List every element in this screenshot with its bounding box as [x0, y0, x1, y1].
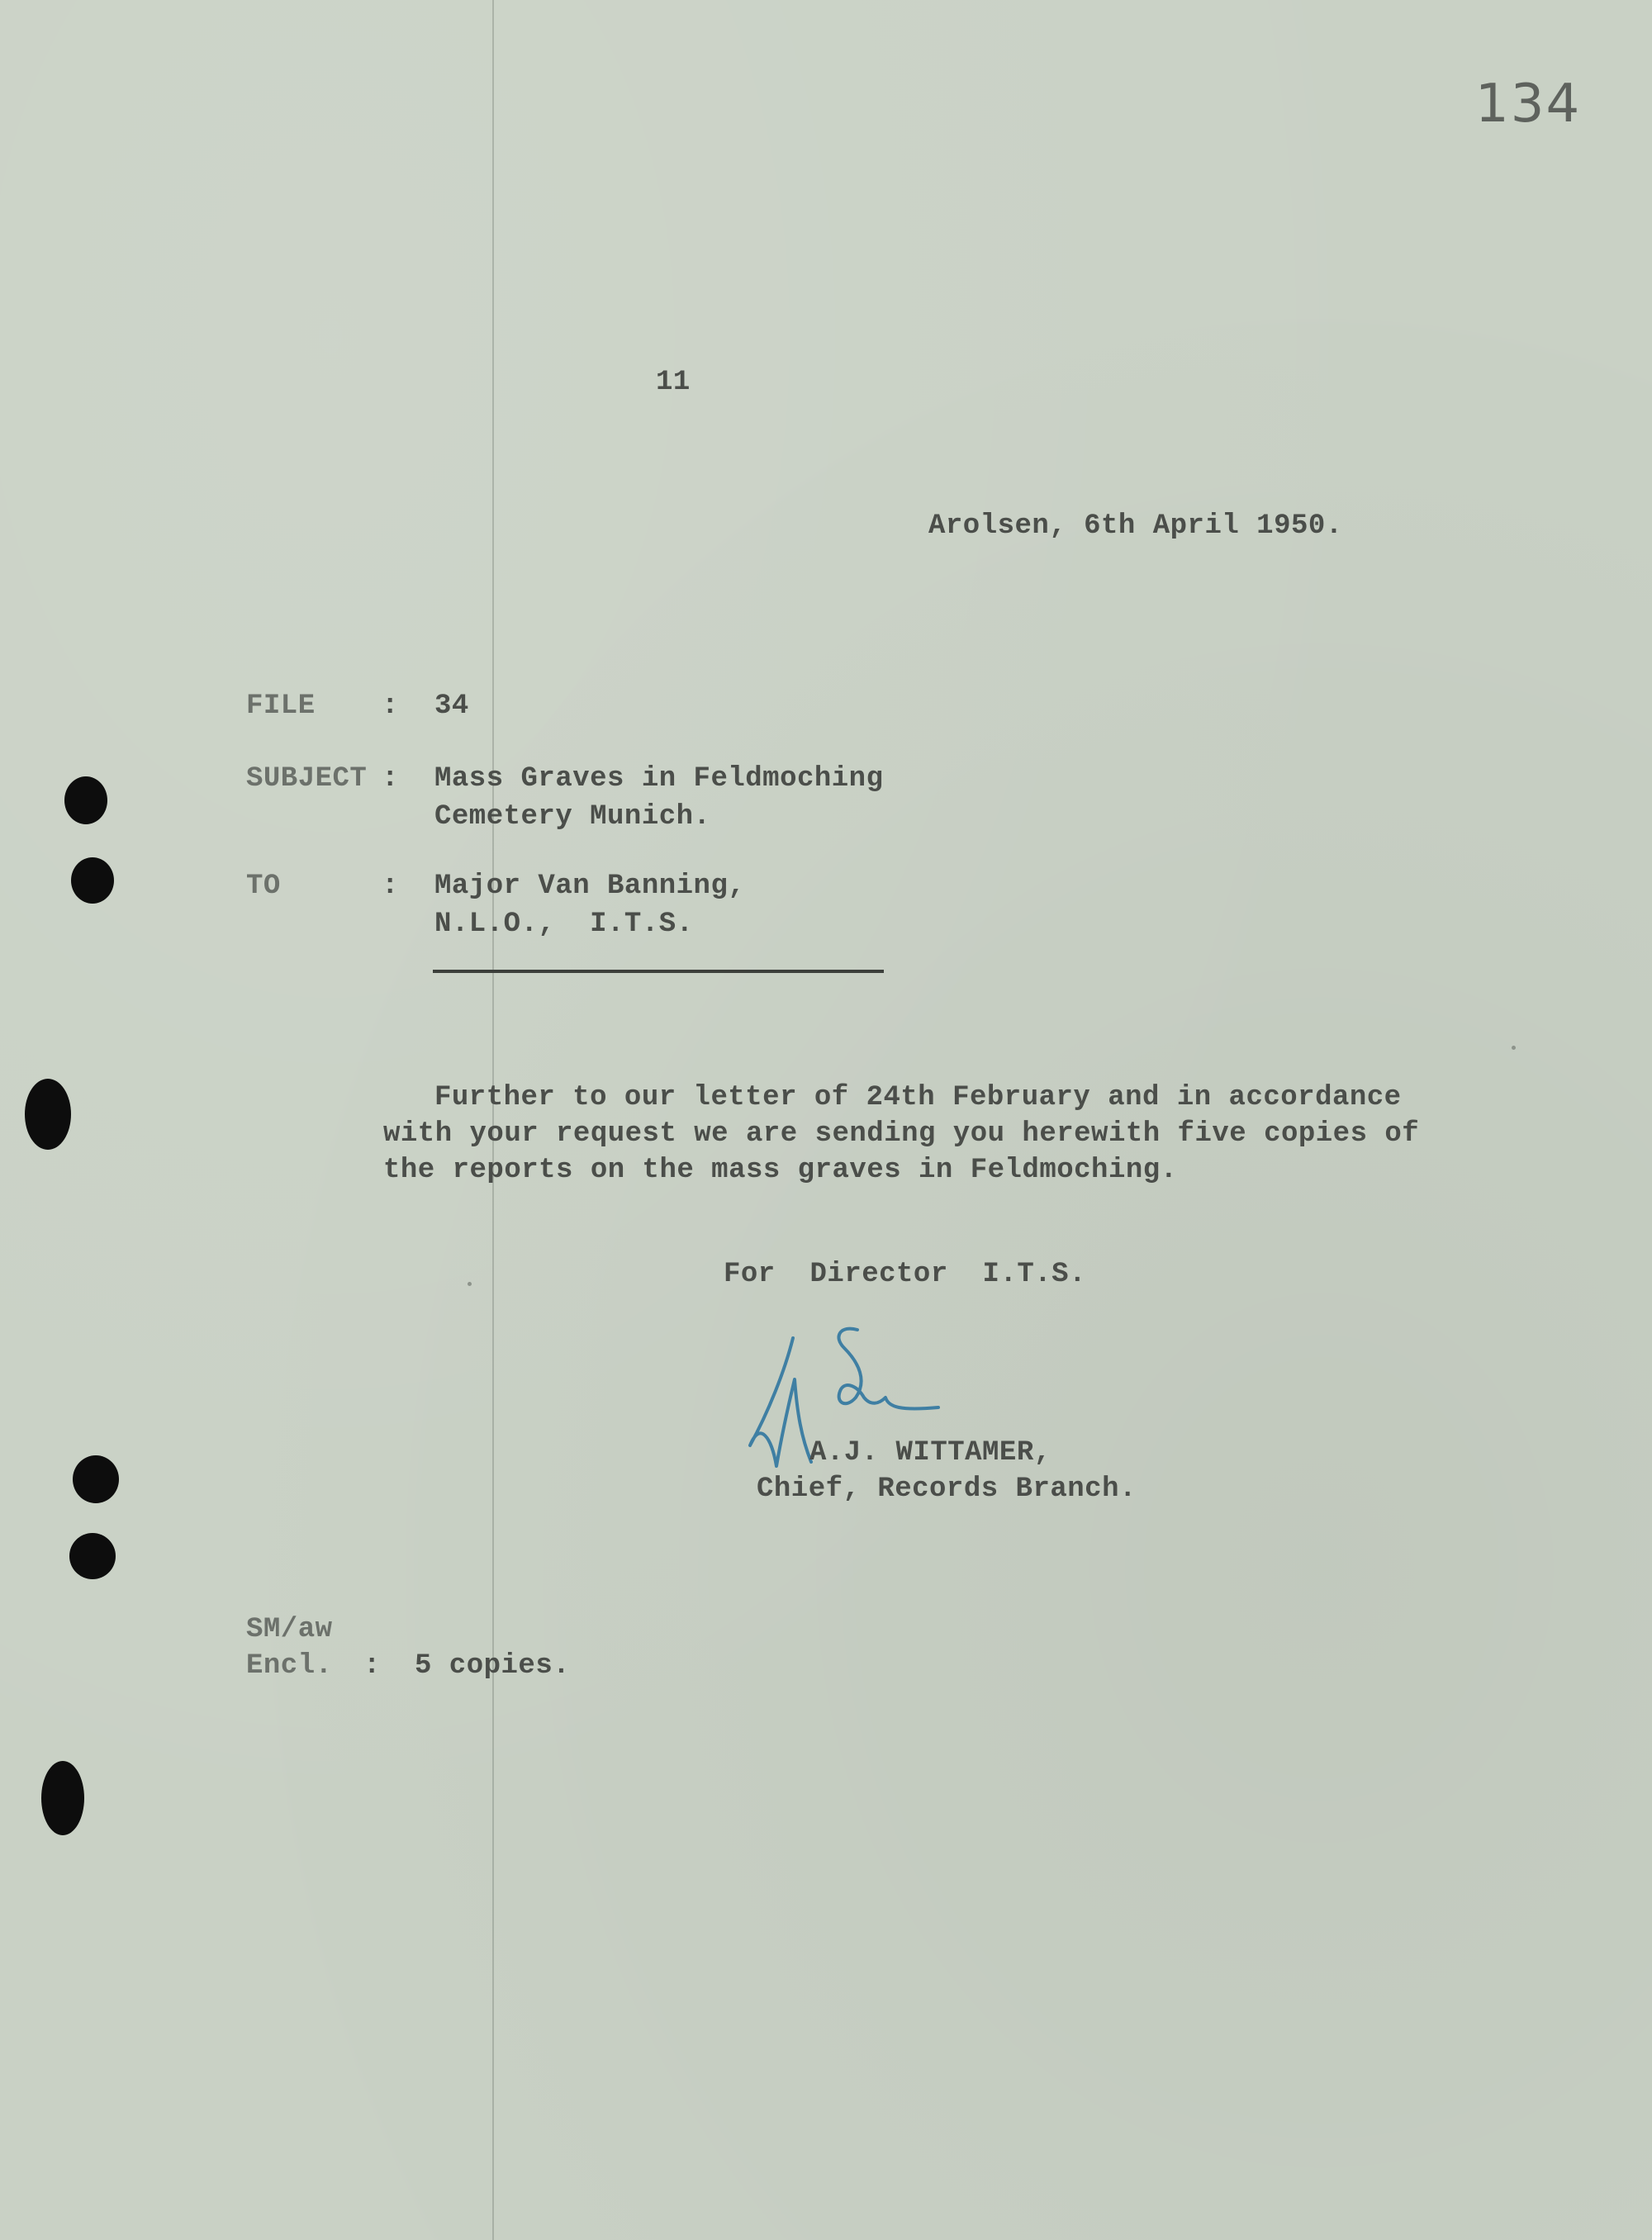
paper-speck [468, 1282, 472, 1286]
document-number: 11 [656, 367, 691, 398]
file-label: FILE [246, 691, 316, 722]
paper-speck [1512, 1046, 1516, 1050]
subject-line-1: Mass Graves in Feldmoching [434, 763, 884, 795]
subject-line-2: Cemetery Munich. [434, 801, 711, 833]
to-line-2: N.L.O., I.T.S. [434, 909, 694, 940]
punch-hole [64, 776, 107, 824]
enclosure-label: Encl. [246, 1650, 333, 1682]
file-separator: : [382, 691, 399, 722]
subject-separator: : [382, 763, 399, 795]
enclosure-value: 5 copies. [415, 1650, 571, 1682]
body-line-2: with your request we are sending you herewith five copies of [383, 1118, 1420, 1150]
to-label: TO [246, 871, 281, 902]
punch-hole [69, 1533, 116, 1579]
to-line-1: Major Van Banning, [434, 871, 746, 902]
file-value: 34 [434, 691, 469, 722]
to-separator: : [382, 871, 399, 902]
signature-stroke [838, 1329, 938, 1409]
enclosure-separator: : [363, 1650, 381, 1682]
for-director-line: For Director I.T.S. [724, 1259, 1086, 1290]
header-rule [433, 970, 884, 973]
body-line-1: Further to our letter of 24th February and in accordance [434, 1082, 1402, 1113]
reference-initials: SM/aw [246, 1614, 333, 1645]
signer-name: A.J. WITTAMER, [809, 1437, 1051, 1469]
punch-hole [25, 1079, 71, 1150]
punch-hole [71, 857, 114, 904]
punch-hole [73, 1455, 119, 1503]
page-number: 134 [1475, 74, 1582, 135]
place-date: Arolsen, 6th April 1950. [928, 510, 1343, 542]
signer-title: Chief, Records Branch. [757, 1474, 1137, 1505]
subject-label: SUBJECT [246, 763, 368, 795]
signature-stroke [750, 1338, 811, 1466]
punch-hole [41, 1761, 84, 1835]
body-line-3: the reports on the mass graves in Feldmoching. [383, 1155, 1178, 1186]
